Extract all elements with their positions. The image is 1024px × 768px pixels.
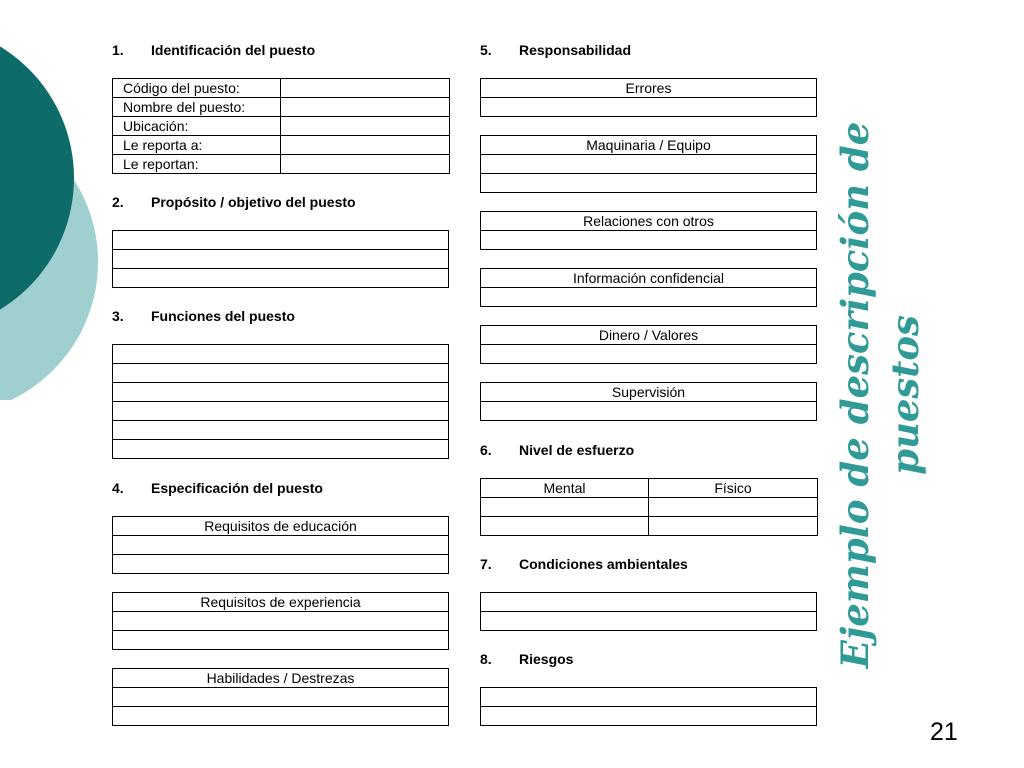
table-row — [113, 345, 449, 364]
education-requirements-table — [112, 516, 449, 574]
input-cell[interactable] — [481, 98, 817, 117]
section-title: Condiciones ambientales — [519, 556, 688, 572]
table-row — [481, 345, 817, 364]
section-number: 8. — [480, 651, 492, 667]
section-number: 2. — [112, 194, 124, 210]
row-label: Le reporta a: — [113, 136, 281, 155]
table-row — [481, 707, 817, 726]
input-cell[interactable] — [649, 498, 818, 517]
input-cell[interactable] — [113, 536, 449, 555]
table-row — [481, 136, 817, 155]
section-4-heading — [112, 480, 323, 496]
section-number: 7. — [480, 556, 492, 572]
errors-table — [480, 78, 817, 117]
table-row — [113, 231, 449, 250]
table-row — [113, 250, 449, 269]
input-cell[interactable] — [481, 402, 817, 421]
section-number: 3. — [112, 308, 124, 324]
input-cell[interactable] — [481, 593, 817, 612]
slide-number: 21 — [930, 718, 958, 746]
section-title: Propósito / objetivo del puesto — [151, 194, 356, 210]
row-label: Código del puesto: — [113, 79, 281, 98]
input-cell[interactable] — [113, 612, 449, 631]
table-header: Información confidencial — [481, 269, 817, 288]
input-cell[interactable] — [281, 136, 450, 155]
purpose-table — [112, 230, 449, 288]
table-row — [481, 498, 818, 517]
section-8-heading — [480, 651, 573, 667]
input-cell[interactable] — [481, 155, 817, 174]
input-cell[interactable] — [113, 555, 449, 574]
input-cell[interactable] — [481, 345, 817, 364]
input-cell[interactable] — [281, 155, 450, 174]
input-cell[interactable] — [113, 345, 449, 364]
mental-header: Mental — [481, 479, 649, 498]
input-cell[interactable] — [481, 498, 649, 517]
slide-title: Ejemplo de descripción de puestos — [833, 121, 927, 669]
table-row — [113, 155, 450, 174]
section-6-heading — [480, 442, 634, 458]
table-row — [113, 631, 449, 650]
table-row — [113, 593, 449, 612]
row-label: Ubicación: — [113, 117, 281, 136]
section-title: Nivel de esfuerzo — [519, 442, 635, 458]
input-cell[interactable] — [481, 612, 817, 631]
input-cell[interactable] — [481, 707, 817, 726]
machinery-table — [480, 135, 817, 193]
input-cell[interactable] — [113, 402, 449, 421]
input-cell[interactable] — [113, 364, 449, 383]
table-row — [481, 231, 817, 250]
input-cell[interactable] — [113, 440, 449, 459]
section-7-heading — [480, 556, 688, 572]
section-title: Especificación del puesto — [151, 480, 323, 496]
table-row — [481, 402, 817, 421]
table-header: Relaciones con otros — [481, 212, 817, 231]
table-row — [113, 364, 449, 383]
input-cell[interactable] — [113, 383, 449, 402]
input-cell[interactable] — [281, 79, 450, 98]
table-header: Dinero / Valores — [481, 326, 817, 345]
table-row — [481, 79, 817, 98]
table-header: Errores — [481, 79, 817, 98]
job-identification-table — [112, 78, 450, 174]
input-cell[interactable] — [113, 269, 449, 288]
section-title: Funciones del puesto — [151, 308, 295, 324]
table-row — [113, 612, 449, 631]
functions-table — [112, 344, 449, 459]
table-row — [481, 98, 817, 117]
input-cell[interactable] — [113, 688, 449, 707]
table-header: Maquinaria / Equipo — [481, 136, 817, 155]
section-number: 5. — [480, 42, 492, 58]
input-cell[interactable] — [113, 421, 449, 440]
input-cell[interactable] — [481, 288, 817, 307]
section-number: 6. — [480, 442, 492, 458]
relations-table — [480, 211, 817, 250]
table-row — [113, 98, 450, 117]
input-cell[interactable] — [281, 98, 450, 117]
table-row — [113, 440, 449, 459]
table-row — [481, 212, 817, 231]
table-row — [481, 479, 818, 498]
section-title: Identificación del puesto — [151, 42, 316, 58]
table-row — [113, 555, 449, 574]
section-3-heading — [112, 308, 295, 324]
input-cell[interactable] — [281, 117, 450, 136]
section-1-heading — [112, 42, 315, 58]
row-label: Nombre del puesto: — [113, 98, 281, 117]
table-header: Habilidades / Destrezas — [113, 669, 449, 688]
table-row — [481, 288, 817, 307]
table-row — [113, 707, 449, 726]
table-row — [481, 155, 817, 174]
table-header: Supervisión — [481, 383, 817, 402]
table-row — [481, 269, 817, 288]
input-cell[interactable] — [113, 707, 449, 726]
input-cell[interactable] — [481, 231, 817, 250]
table-row — [481, 517, 818, 536]
table-header: Requisitos de educación — [113, 517, 449, 536]
table-header: Requisitos de experiencia — [113, 593, 449, 612]
row-label: Le reportan: — [113, 155, 281, 174]
section-title: Riesgos — [519, 651, 574, 667]
input-cell[interactable] — [113, 250, 449, 269]
experience-requirements-table — [112, 592, 449, 650]
input-cell[interactable] — [481, 517, 649, 536]
supervision-table — [480, 382, 817, 421]
table-row — [481, 326, 817, 345]
input-cell[interactable] — [649, 517, 818, 536]
section-number: 4. — [112, 480, 124, 496]
input-cell[interactable] — [113, 231, 449, 250]
section-title: Responsabilidad — [519, 42, 632, 58]
table-row — [481, 383, 817, 402]
decorative-circles — [0, 0, 110, 400]
table-row — [113, 117, 450, 136]
confidential-info-table — [480, 268, 817, 307]
table-row — [113, 688, 449, 707]
skills-table — [112, 668, 449, 726]
table-row — [481, 688, 817, 707]
table-row — [481, 174, 817, 193]
input-cell[interactable] — [481, 174, 817, 193]
table-row — [113, 669, 449, 688]
risks-table — [480, 687, 817, 726]
table-row — [481, 612, 817, 631]
table-row — [113, 421, 449, 440]
physical-header: Físico — [649, 479, 818, 498]
section-number: 1. — [112, 42, 124, 58]
section-2-heading — [112, 194, 356, 210]
input-cell[interactable] — [113, 631, 449, 650]
table-row — [113, 536, 449, 555]
table-row — [113, 383, 449, 402]
table-row — [113, 79, 450, 98]
environmental-conditions-table — [480, 592, 817, 631]
table-row — [481, 593, 817, 612]
money-values-table — [480, 325, 817, 364]
input-cell[interactable] — [481, 688, 817, 707]
table-row — [113, 402, 449, 421]
table-row — [113, 517, 449, 536]
table-row — [113, 136, 450, 155]
effort-level-table — [480, 478, 818, 536]
section-5-heading — [480, 42, 631, 58]
table-row — [113, 269, 449, 288]
